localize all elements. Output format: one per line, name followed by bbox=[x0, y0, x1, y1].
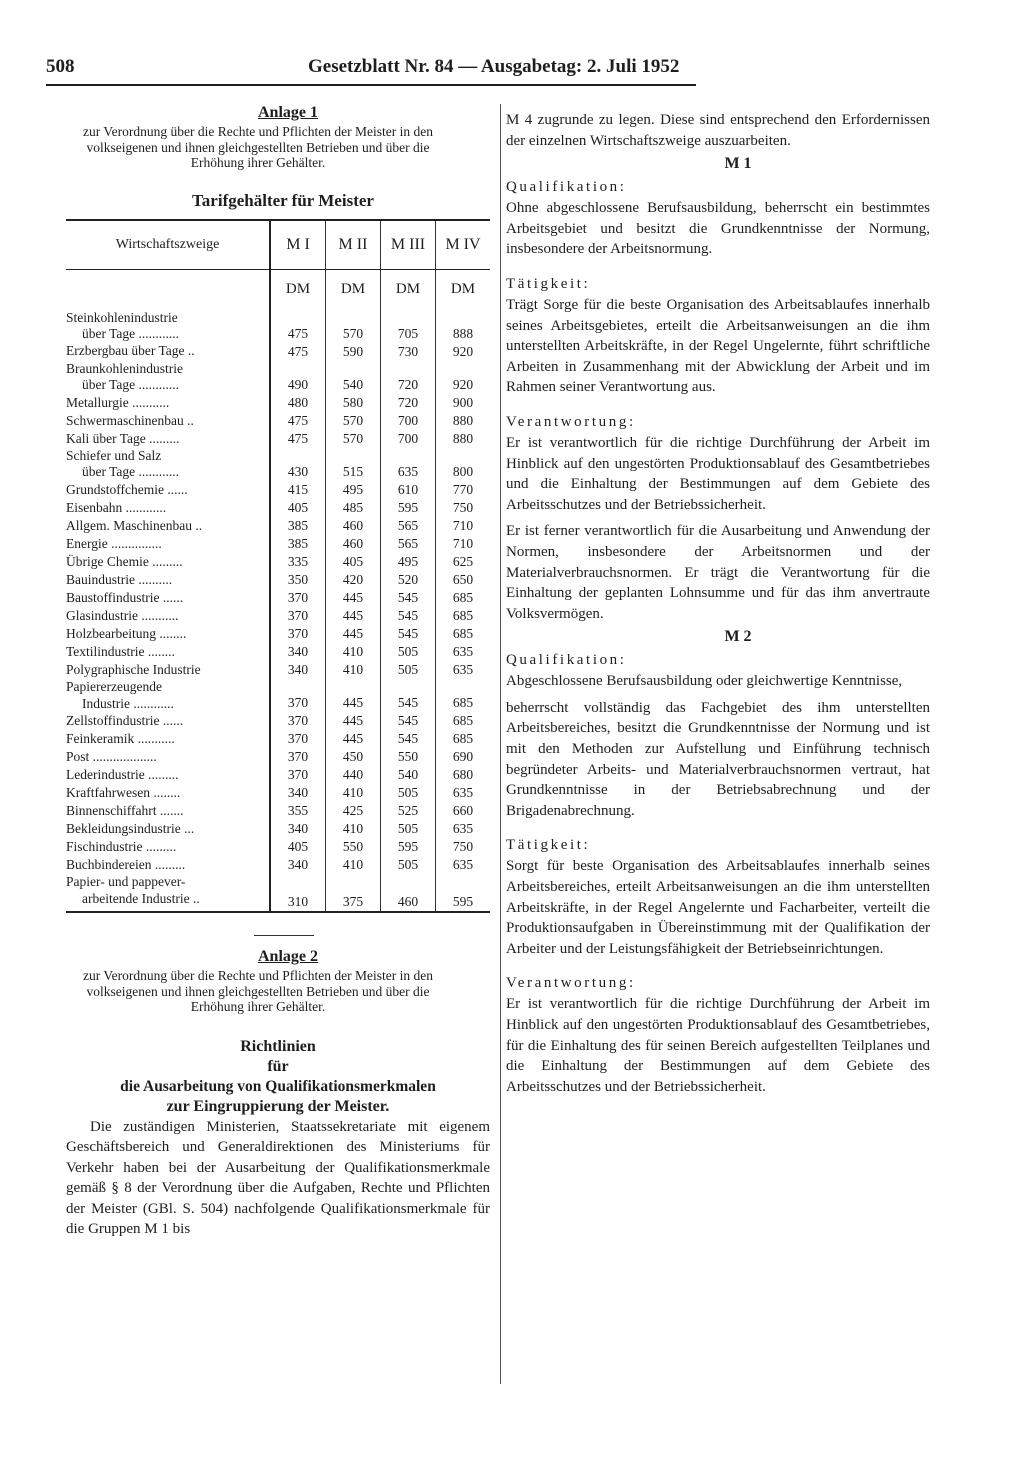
branch-name bbox=[66, 730, 270, 748]
section-rule bbox=[254, 935, 314, 936]
m1-activity-heading: Tätigkeit: bbox=[506, 275, 591, 292]
salary-value: 520 bbox=[381, 571, 436, 589]
branch-name bbox=[66, 517, 270, 535]
salary-value: 545 bbox=[381, 730, 436, 748]
m2-qualification-heading: Qualifikation: bbox=[506, 652, 627, 669]
salary-value: 685 bbox=[436, 712, 491, 730]
salary-value: 450 bbox=[326, 748, 381, 766]
branch-name bbox=[66, 571, 270, 589]
salary-value: 370 bbox=[270, 748, 326, 766]
branch-name-line: Papiererzeugende bbox=[66, 679, 162, 695]
salary-value: 410 bbox=[326, 661, 381, 679]
salary-value: 460 bbox=[326, 517, 381, 535]
anlage2-title: Anlage 2 bbox=[258, 948, 318, 966]
table-row bbox=[66, 679, 490, 712]
salary-value: 685 bbox=[436, 730, 491, 748]
branch-name bbox=[66, 874, 270, 912]
salary-value: 415 bbox=[270, 481, 326, 499]
salary-value: 565 bbox=[381, 535, 436, 553]
salary-value: 350 bbox=[270, 571, 326, 589]
m2-qualification-text-2: beherrscht vollständig das Fachgebiet des ihm unterstellten Arbeitsbereiches, besitzt die Grundkenntnisse der Normung und ist mit den Methoden zur Aufstellung und Einführung technisch begründeter Arbeits- und Materialverbrauchsnormen vertraut, hat Grundkenntnisse in der Betriebsabrechnung und der Brigadenabrechnung. bbox=[506, 699, 930, 819]
branch-name-line: Braunkohlenindustrie bbox=[66, 360, 183, 376]
salary-value: 425 bbox=[326, 802, 381, 820]
m2-responsibility-text: Er ist verantwortlich für die richtige Durchführung der Arbeit im Hinblick auf den ungestörten Produktionsablauf des Gesamtbetriebes, für die Einhaltung des für seinen Bereich aufgestellten Teilplanes und die Einhaltung der Bestimmungen auf dem Gebiete des Arbeitsschutzes und der Betriebssicherheit. bbox=[506, 996, 930, 1095]
table-row bbox=[66, 517, 490, 535]
salary-value: 635 bbox=[436, 820, 491, 838]
salary-value: 700 bbox=[381, 412, 436, 430]
salary-value: 460 bbox=[326, 535, 381, 553]
salary-value: 800 bbox=[436, 448, 491, 481]
salary-value: 370 bbox=[270, 766, 326, 784]
table-row bbox=[66, 802, 490, 820]
salary-value: 880 bbox=[436, 412, 491, 430]
branch-name bbox=[66, 766, 270, 784]
richtlinien-title bbox=[66, 1037, 490, 1117]
salary-value: 505 bbox=[381, 643, 436, 661]
branch-name bbox=[66, 856, 270, 874]
branch-name bbox=[66, 643, 270, 661]
salary-value: 730 bbox=[381, 343, 436, 361]
salary-value: 515 bbox=[326, 448, 381, 481]
salary-value: 475 bbox=[270, 412, 326, 430]
branch-name-line: Textilindustrie ........ bbox=[66, 643, 175, 659]
salary-table bbox=[66, 219, 490, 914]
header-col-m2: M II bbox=[326, 220, 381, 270]
m2-responsibility-heading: Verantwortung: bbox=[506, 975, 636, 992]
salary-value: 370 bbox=[270, 607, 326, 625]
table-row bbox=[66, 499, 490, 517]
branch-name bbox=[66, 589, 270, 607]
branch-name bbox=[66, 748, 270, 766]
branch-name bbox=[66, 625, 270, 643]
unit-cell: DM bbox=[270, 269, 326, 310]
salary-value: 340 bbox=[270, 784, 326, 802]
table-row bbox=[66, 874, 490, 912]
salary-value: 720 bbox=[381, 361, 436, 394]
salary-value: 685 bbox=[436, 589, 491, 607]
table-row bbox=[66, 748, 490, 766]
table-row bbox=[66, 730, 490, 748]
salary-value: 750 bbox=[436, 838, 491, 856]
branch-name-line: arbeitende Industrie .. bbox=[82, 890, 200, 906]
table-row bbox=[66, 625, 490, 643]
m1-qualification-heading: Qualifikation: bbox=[506, 179, 627, 196]
salary-value: 550 bbox=[326, 838, 381, 856]
branch-name bbox=[66, 394, 270, 412]
salary-value: 720 bbox=[381, 394, 436, 412]
table-title: Tarifgehälter für Meister bbox=[192, 190, 374, 210]
salary-value: 750 bbox=[436, 499, 491, 517]
salary-value: 525 bbox=[381, 802, 436, 820]
salary-value: 710 bbox=[436, 517, 491, 535]
branch-name-line: Papier- und pappever- bbox=[66, 874, 186, 890]
salary-value: 485 bbox=[326, 499, 381, 517]
salary-value: 370 bbox=[270, 712, 326, 730]
branch-name bbox=[66, 481, 270, 499]
salary-value: 635 bbox=[436, 643, 491, 661]
salary-value: 700 bbox=[381, 430, 436, 448]
salary-value: 570 bbox=[326, 310, 381, 343]
salary-value: 635 bbox=[381, 448, 436, 481]
m2-activity-heading: Tätigkeit: bbox=[506, 837, 591, 854]
table-row bbox=[66, 412, 490, 430]
table-row bbox=[66, 535, 490, 553]
salary-value: 460 bbox=[381, 874, 436, 912]
salary-value: 410 bbox=[326, 820, 381, 838]
richtlinien-title-line: Richtlinien bbox=[240, 1037, 316, 1055]
branch-name-line: Bauindustrie .......... bbox=[66, 571, 173, 587]
salary-value: 920 bbox=[436, 361, 491, 394]
salary-value: 475 bbox=[270, 430, 326, 448]
branch-name bbox=[66, 607, 270, 625]
branch-name bbox=[66, 679, 270, 712]
salary-value: 490 bbox=[270, 361, 326, 394]
salary-value: 335 bbox=[270, 553, 326, 571]
salary-value: 880 bbox=[436, 430, 491, 448]
salary-value: 410 bbox=[326, 643, 381, 661]
table-row bbox=[66, 553, 490, 571]
unit-cell: DM bbox=[436, 269, 491, 310]
salary-value: 595 bbox=[381, 838, 436, 856]
salary-value: 445 bbox=[326, 712, 381, 730]
salary-value: 625 bbox=[436, 553, 491, 571]
salary-value: 340 bbox=[270, 820, 326, 838]
table-row bbox=[66, 838, 490, 856]
table-row bbox=[66, 856, 490, 874]
salary-value: 445 bbox=[326, 730, 381, 748]
salary-value: 340 bbox=[270, 856, 326, 874]
page-header bbox=[46, 50, 696, 90]
table-row bbox=[66, 643, 490, 661]
richtlinien-intro: Die zuständigen Ministerien, Staatssekretariate mit eigenem Geschäftsbereich und Generaldirektionen des Ministeriums für Verkehr haben bei der Ausarbeitung der Qualifikationsmerkmale gemäß § 8 der Verordnung über die Aufgaben, Rechte und Pflichten der Meister (GBl. S. 504) nachfolgende Qualifikationsmerkmale für die Gruppen M 1 bis bbox=[66, 1118, 490, 1238]
branch-name-line: Energie ............... bbox=[66, 535, 162, 551]
salary-value: 705 bbox=[381, 310, 436, 343]
table-row bbox=[66, 310, 490, 343]
header-branch: Wirtschaftszweige bbox=[66, 220, 270, 270]
salary-value: 680 bbox=[436, 766, 491, 784]
salary-value: 920 bbox=[436, 343, 491, 361]
branch-name-line: Metallurgie ........... bbox=[66, 394, 170, 410]
salary-value: 770 bbox=[436, 481, 491, 499]
branch-name-line: Allgem. Maschinenbau .. bbox=[66, 517, 203, 533]
salary-value: 340 bbox=[270, 661, 326, 679]
table-row bbox=[66, 661, 490, 679]
table-row bbox=[66, 343, 490, 361]
column-divider bbox=[500, 104, 501, 1384]
branch-name bbox=[66, 535, 270, 553]
table-row bbox=[66, 394, 490, 412]
m1-activity-text: Trägt Sorge für die beste Organisation des Arbeitsablaufes innerhalb seines Arbeitsgebietes, erteilt die Arbeitsanweisungen an die ihm unterstellten Arbeitskräfte, in der Regel Ungelernte, führt schriftliche Arbeiten in Zusammenhang mit der Abwicklung der Arbeit und im Rahmen seiner Verantwortung aus. bbox=[506, 296, 930, 396]
branch-name-line: Polygraphische Industrie bbox=[66, 661, 201, 677]
branch-name-line: Eisenbahn ............ bbox=[66, 499, 167, 515]
table-row bbox=[66, 448, 490, 481]
salary-value: 580 bbox=[326, 394, 381, 412]
salary-value: 690 bbox=[436, 748, 491, 766]
salary-value: 595 bbox=[436, 874, 491, 912]
salary-value: 405 bbox=[326, 553, 381, 571]
branch-name-line: Post ................... bbox=[66, 748, 157, 764]
salary-value: 570 bbox=[326, 412, 381, 430]
branch-name-line: Feinkeramik ........... bbox=[66, 730, 175, 746]
branch-name-line: Steinkohlenindustrie bbox=[66, 309, 178, 325]
branch-name-line: Holzbearbeitung ........ bbox=[66, 625, 187, 641]
salary-value: 385 bbox=[270, 517, 326, 535]
branch-name-line: Baustoffindustrie ...... bbox=[66, 589, 184, 605]
salary-value: 385 bbox=[270, 535, 326, 553]
table-header-row bbox=[66, 220, 490, 270]
anlage1-subtitle: zur Verordnung über die Rechte und Pflichten der Meister in den volkseigenen und ihnen gleichgestellten Betrieben und über die Erhöhung ihrer Gehälter. bbox=[83, 124, 433, 170]
branch-name-line: Erzbergbau über Tage .. bbox=[66, 343, 195, 359]
branch-name-line: Kali über Tage ......... bbox=[66, 430, 180, 446]
salary-value: 495 bbox=[381, 553, 436, 571]
branch-name bbox=[66, 499, 270, 517]
branch-name-line: Buchbindereien ......... bbox=[66, 856, 186, 872]
salary-value: 375 bbox=[326, 874, 381, 912]
branch-name-line: Lederindustrie ......... bbox=[66, 766, 179, 782]
unit-blank bbox=[66, 269, 270, 310]
branch-name-line: Fischindustrie ......... bbox=[66, 838, 177, 854]
branch-name bbox=[66, 448, 270, 481]
salary-value: 475 bbox=[270, 343, 326, 361]
richtlinien-title-line: für bbox=[267, 1057, 289, 1075]
branch-name-line: Kraftfahrwesen ........ bbox=[66, 784, 181, 800]
salary-value: 445 bbox=[326, 607, 381, 625]
branch-name bbox=[66, 310, 270, 343]
branch-name-line: Bekleidungsindustrie ... bbox=[66, 820, 195, 836]
table-row bbox=[66, 481, 490, 499]
table-row bbox=[66, 712, 490, 730]
salary-value: 550 bbox=[381, 748, 436, 766]
m2-activity-text: Sorgt für beste Organisation des Arbeitsablaufes innerhalb seines Arbeitsbereiches, erteilt Arbeitsanweisungen an die ihm unterstellten Arbeitskräfte, in der Regel Angelernte und Facharbeiter, verteilt die Produktionsaufgaben in Übereinstimmung mit der Qualifikation der Arbeiter und der Leistungsfähigkeit der Betriebseinrichtungen. bbox=[506, 858, 930, 957]
m1-responsibility-heading: Verantwortung: bbox=[506, 413, 636, 430]
table-body bbox=[66, 310, 490, 913]
salary-value: 635 bbox=[436, 661, 491, 679]
header-title: Gesetzblatt Nr. 84 — Ausgabetag: 2. Juli 1952 bbox=[308, 56, 680, 77]
table-row bbox=[66, 571, 490, 589]
branch-name bbox=[66, 553, 270, 571]
table-row bbox=[66, 430, 490, 448]
salary-value: 370 bbox=[270, 589, 326, 607]
salary-value: 370 bbox=[270, 730, 326, 748]
table-row bbox=[66, 820, 490, 838]
branch-name-line: über Tage ............ bbox=[82, 326, 180, 342]
branch-name-line: über Tage ............ bbox=[82, 377, 180, 393]
salary-value: 445 bbox=[326, 589, 381, 607]
page-number: 508 bbox=[46, 56, 75, 77]
salary-value: 595 bbox=[381, 499, 436, 517]
branch-name bbox=[66, 430, 270, 448]
salary-value: 610 bbox=[381, 481, 436, 499]
branch-name bbox=[66, 361, 270, 394]
branch-name-line: Schwermaschinenbau .. bbox=[66, 412, 194, 428]
salary-value: 505 bbox=[381, 661, 436, 679]
salary-value: 635 bbox=[436, 784, 491, 802]
salary-value: 545 bbox=[381, 607, 436, 625]
branch-name-line: über Tage ............ bbox=[82, 464, 180, 480]
salary-value: 660 bbox=[436, 802, 491, 820]
salary-value: 540 bbox=[326, 361, 381, 394]
m2-title: M 2 bbox=[724, 628, 752, 646]
salary-value: 370 bbox=[270, 679, 326, 712]
salary-value: 570 bbox=[326, 430, 381, 448]
salary-value: 370 bbox=[270, 625, 326, 643]
salary-value: 545 bbox=[381, 625, 436, 643]
salary-value: 410 bbox=[326, 784, 381, 802]
header-col-m4: M IV bbox=[436, 220, 491, 270]
branch-name-line: Grundstoffchemie ...... bbox=[66, 481, 188, 497]
m1-title: M 1 bbox=[724, 155, 752, 173]
salary-value: 685 bbox=[436, 625, 491, 643]
left-column bbox=[66, 104, 490, 1240]
header-col-m3: M III bbox=[381, 220, 436, 270]
branch-name bbox=[66, 838, 270, 856]
salary-value: 590 bbox=[326, 343, 381, 361]
branch-name bbox=[66, 412, 270, 430]
salary-value: 480 bbox=[270, 394, 326, 412]
salary-value: 565 bbox=[381, 517, 436, 535]
salary-value: 545 bbox=[381, 679, 436, 712]
table-row bbox=[66, 766, 490, 784]
m2-qualification-text: Abgeschlossene Berufsausbildung oder gleichwertige Kenntnisse, bbox=[506, 673, 903, 690]
richtlinien-title-line: die Ausarbeitung von Qualifikationsmerkmalen bbox=[120, 1077, 436, 1095]
header-col-m1: M I bbox=[270, 220, 326, 270]
salary-value: 440 bbox=[326, 766, 381, 784]
table-row bbox=[66, 361, 490, 394]
branch-name bbox=[66, 802, 270, 820]
branch-name-line: Industrie ............ bbox=[82, 695, 174, 711]
branch-name bbox=[66, 343, 270, 361]
salary-value: 900 bbox=[436, 394, 491, 412]
salary-value: 430 bbox=[270, 448, 326, 481]
salary-value: 310 bbox=[270, 874, 326, 912]
salary-value: 475 bbox=[270, 310, 326, 343]
salary-value: 710 bbox=[436, 535, 491, 553]
salary-value: 340 bbox=[270, 643, 326, 661]
salary-value: 635 bbox=[436, 856, 491, 874]
table-row bbox=[66, 784, 490, 802]
branch-name bbox=[66, 712, 270, 730]
right-column bbox=[506, 110, 930, 1097]
m1-responsibility-text: Er ist verantwortlich für die richtige Durchführung der Arbeit im Hinblick auf den ungestörten Produktionsablauf des Gesamtbetriebes und die Einhaltung der Bestimmungen auf dem Gebiete des Arbeitsschutzes und der Betriebssicherheit. bbox=[506, 434, 930, 513]
branch-name bbox=[66, 661, 270, 679]
salary-value: 505 bbox=[381, 820, 436, 838]
anlage2-subtitle: zur Verordnung über die Rechte und Pflichten der Meister in den volkseigenen und ihnen gleichgestellten Betrieben und über die Erhöhung ihrer Gehälter. bbox=[83, 968, 433, 1015]
continuation-text: M 4 zugrunde zu legen. Diese sind entsprechend den Erfordernissen der einzelnen Wirtschaftszweige auszuarbeiten. bbox=[506, 112, 930, 149]
salary-value: 540 bbox=[381, 766, 436, 784]
m1-qualification-text: Ohne abgeschlossene Berufsausbildung, beherrscht ein bestimmtes Arbeitsgebiet und besitzt die Grundkenntnisse der Normung, insbesondere der Arbeitsnormung. bbox=[506, 200, 930, 258]
branch-name-line: Glasindustrie ........... bbox=[66, 607, 179, 623]
salary-value: 495 bbox=[326, 481, 381, 499]
salary-value: 355 bbox=[270, 802, 326, 820]
branch-name-line: Schiefer und Salz bbox=[66, 447, 162, 463]
salary-value: 685 bbox=[436, 607, 491, 625]
unit-row bbox=[66, 269, 490, 310]
branch-name bbox=[66, 784, 270, 802]
salary-value: 405 bbox=[270, 499, 326, 517]
header-rule bbox=[46, 84, 696, 86]
salary-value: 505 bbox=[381, 784, 436, 802]
table-row bbox=[66, 607, 490, 625]
richtlinien-title-line: zur Eingruppierung der Meister. bbox=[166, 1097, 390, 1115]
unit-cell: DM bbox=[326, 269, 381, 310]
salary-value: 650 bbox=[436, 571, 491, 589]
salary-value: 445 bbox=[326, 625, 381, 643]
m1-responsibility-text-2: Er ist ferner verantwortlich für die Ausarbeitung und Anwendung der Normen, insbesondere der Arbeitsnormen und der Materialverbrauchsnormen. Er trägt die Verantwortung für die Einhaltung der geplanten Lohnsumme und für das ihm anvertraute Volksvermögen. bbox=[506, 523, 930, 622]
salary-value: 545 bbox=[381, 712, 436, 730]
salary-value: 685 bbox=[436, 679, 491, 712]
branch-name bbox=[66, 820, 270, 838]
unit-cell: DM bbox=[381, 269, 436, 310]
table-row bbox=[66, 589, 490, 607]
salary-value: 420 bbox=[326, 571, 381, 589]
branch-name-line: Binnenschiffahrt ....... bbox=[66, 802, 184, 818]
salary-value: 405 bbox=[270, 838, 326, 856]
salary-value: 410 bbox=[326, 856, 381, 874]
branch-name-line: Zellstoffindustrie ...... bbox=[66, 712, 184, 728]
salary-value: 505 bbox=[381, 856, 436, 874]
salary-value: 545 bbox=[381, 589, 436, 607]
salary-value: 445 bbox=[326, 679, 381, 712]
salary-value: 888 bbox=[436, 310, 491, 343]
anlage1-title: Anlage 1 bbox=[258, 104, 318, 121]
branch-name-line: Übrige Chemie ......... bbox=[66, 553, 183, 569]
